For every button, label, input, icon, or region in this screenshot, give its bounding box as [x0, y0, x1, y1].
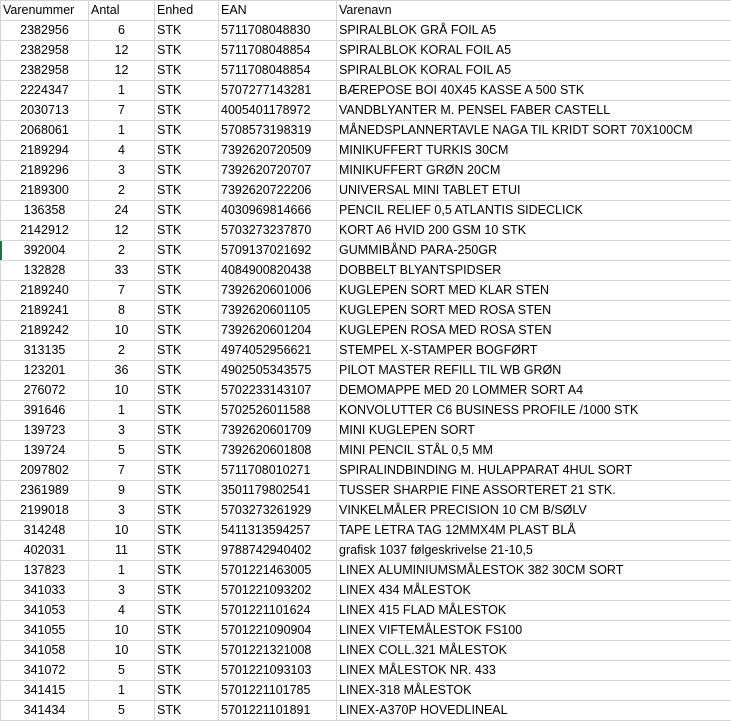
varenavn-cell[interactable]: DOBBELT BLYANTSPIDSER — [337, 261, 731, 281]
enhed-cell[interactable]: STK — [155, 321, 219, 341]
table-row — [1, 61, 731, 81]
enhed-cell[interactable]: STK — [155, 141, 219, 161]
varenavn-cell[interactable]: SPIRALBLOK GRÅ FOIL A5 — [337, 21, 731, 41]
ean-cell[interactable]: 7392620720509 — [219, 141, 337, 161]
varenavn-cell[interactable]: MINI PENCIL STÅL 0,5 MM — [337, 441, 731, 461]
ean-cell[interactable]: 7392620601808 — [219, 441, 337, 461]
enhed-cell[interactable]: STK — [155, 261, 219, 281]
varenavn-cell[interactable]: LINEX-318 MÅLESTOK — [337, 681, 731, 701]
table-row — [1, 661, 731, 681]
table-row — [1, 301, 731, 321]
ean-cell[interactable]: 7392620601709 — [219, 421, 337, 441]
varenummer-cell[interactable]: 2382958 — [1, 61, 89, 81]
varenummer-cell[interactable]: 314248 — [1, 521, 89, 541]
table-row — [1, 341, 731, 361]
varenummer-cell[interactable]: 341053 — [1, 601, 89, 621]
ean-cell[interactable]: 5701221101785 — [219, 681, 337, 701]
table-row — [1, 701, 731, 721]
table-row — [1, 281, 731, 301]
varenavn-cell[interactable]: LINEX MÅLESTOK NR. 433 — [337, 661, 731, 681]
ean-cell[interactable]: 4974052956621 — [219, 341, 337, 361]
table-row — [1, 141, 731, 161]
enhed-cell[interactable]: STK — [155, 121, 219, 141]
enhed-cell[interactable]: STK — [155, 21, 219, 41]
antal-cell[interactable]: 3 — [89, 421, 155, 441]
varenummer-cell[interactable]: 341434 — [1, 701, 89, 721]
antal-cell[interactable]: 10 — [89, 521, 155, 541]
enhed-cell[interactable]: STK — [155, 221, 219, 241]
ean-cell[interactable]: 5708573198319 — [219, 121, 337, 141]
varenummer-cell[interactable]: 392004 — [1, 241, 89, 261]
table-row — [1, 401, 731, 421]
ean-cell[interactable]: 5711708010271 — [219, 461, 337, 481]
ean-cell[interactable]: 5711708048830 — [219, 21, 337, 41]
enhed-cell[interactable]: STK — [155, 421, 219, 441]
ean-cell[interactable]: 3501179802541 — [219, 481, 337, 501]
varenavn-cell[interactable]: TAPE LETRA TAG 12MMX4M PLAST BLÅ — [337, 521, 731, 541]
antal-cell[interactable]: 9 — [89, 481, 155, 501]
antal-cell[interactable]: 5 — [89, 701, 155, 721]
enhed-cell[interactable]: STK — [155, 481, 219, 501]
ean-cell[interactable]: 7392620720707 — [219, 161, 337, 181]
table-row — [1, 421, 731, 441]
varenummer-cell[interactable]: 2224347 — [1, 81, 89, 101]
varenavn-cell[interactable]: MINIKUFFERT TURKIS 30CM — [337, 141, 731, 161]
varenavn-cell[interactable]: LINEX ALUMINIUMSMÅLESTOK 382 30CM SORT — [337, 561, 731, 581]
header-cell-varenummer[interactable]: Varenummer — [1, 1, 89, 21]
header-cell-enhed[interactable]: Enhed — [155, 1, 219, 21]
enhed-cell[interactable]: STK — [155, 201, 219, 221]
enhed-cell[interactable]: STK — [155, 41, 219, 61]
varenummer-cell[interactable]: 2361989 — [1, 481, 89, 501]
enhed-cell[interactable]: STK — [155, 661, 219, 681]
varenavn-cell[interactable]: PILOT MASTER REFILL TIL WB GRØN — [337, 361, 731, 381]
varenummer-cell[interactable]: 2030713 — [1, 101, 89, 121]
varenavn-cell[interactable]: KUGLEPEN SORT MED KLAR STEN — [337, 281, 731, 301]
varenummer-cell[interactable]: 137823 — [1, 561, 89, 581]
table-row — [1, 361, 731, 381]
table-row — [1, 161, 731, 181]
enhed-cell[interactable]: STK — [155, 401, 219, 421]
table-row — [1, 381, 731, 401]
enhed-cell[interactable]: STK — [155, 521, 219, 541]
varenummer-cell[interactable]: 2199018 — [1, 501, 89, 521]
enhed-cell[interactable]: STK — [155, 341, 219, 361]
table-row — [1, 541, 731, 561]
table-row — [1, 221, 731, 241]
antal-cell[interactable]: 10 — [89, 641, 155, 661]
antal-cell[interactable]: 12 — [89, 221, 155, 241]
varenavn-cell[interactable]: STEMPEL X-STAMPER BOGFØRT — [337, 341, 731, 361]
enhed-cell[interactable]: STK — [155, 701, 219, 721]
table-row — [1, 21, 731, 41]
varenummer-cell[interactable]: 2189294 — [1, 141, 89, 161]
ean-cell[interactable]: 5711708048854 — [219, 41, 337, 61]
varenavn-cell[interactable]: LINEX COLL.321 MÅLESTOK — [337, 641, 731, 661]
varenummer-cell[interactable]: 341415 — [1, 681, 89, 701]
antal-cell[interactable]: 24 — [89, 201, 155, 221]
ean-cell[interactable]: 5701221101624 — [219, 601, 337, 621]
enhed-cell[interactable]: STK — [155, 541, 219, 561]
varenummer-cell[interactable]: 2382956 — [1, 21, 89, 41]
antal-cell[interactable]: 33 — [89, 261, 155, 281]
varenavn-cell[interactable]: TUSSER SHARPIE FINE ASSORTERET 21 STK. — [337, 481, 731, 501]
antal-cell[interactable]: 7 — [89, 461, 155, 481]
varenavn-cell[interactable]: VANDBLYANTER M. PENSEL FABER CASTELL — [337, 101, 731, 121]
ean-cell[interactable]: 7392620601105 — [219, 301, 337, 321]
varenavn-cell[interactable]: grafisk 1037 følgeskrivelse 21-10,5 — [337, 541, 731, 561]
enhed-cell[interactable]: STK — [155, 601, 219, 621]
enhed-cell[interactable]: STK — [155, 441, 219, 461]
ean-cell[interactable]: 5711708048854 — [219, 61, 337, 81]
table-row — [1, 41, 731, 61]
table-row — [1, 181, 731, 201]
antal-cell[interactable]: 1 — [89, 81, 155, 101]
varenummer-cell[interactable]: 341033 — [1, 581, 89, 601]
table-row — [1, 461, 731, 481]
enhed-cell[interactable]: STK — [155, 361, 219, 381]
varenummer-cell[interactable]: 2189242 — [1, 321, 89, 341]
antal-cell[interactable]: 36 — [89, 361, 155, 381]
ean-cell[interactable]: 7392620601204 — [219, 321, 337, 341]
antal-cell[interactable]: 12 — [89, 41, 155, 61]
antal-cell[interactable]: 6 — [89, 21, 155, 41]
table-row — [1, 641, 731, 661]
ean-cell[interactable]: 5709137021692 — [219, 241, 337, 261]
ean-cell[interactable]: 7392620722206 — [219, 181, 337, 201]
varenavn-cell[interactable]: VINKELMÅLER PRECISION 10 CM B/SØLV — [337, 501, 731, 521]
antal-cell[interactable]: 7 — [89, 281, 155, 301]
varenummer-cell[interactable]: 313135 — [1, 341, 89, 361]
table-row — [1, 241, 731, 261]
enhed-cell[interactable]: STK — [155, 241, 219, 261]
antal-cell[interactable]: 12 — [89, 61, 155, 81]
antal-cell[interactable]: 10 — [89, 621, 155, 641]
varenummer-cell[interactable]: 136358 — [1, 201, 89, 221]
table-row — [1, 321, 731, 341]
enhed-cell[interactable]: STK — [155, 61, 219, 81]
ean-cell[interactable]: 5701221101891 — [219, 701, 337, 721]
varenavn-cell[interactable]: LINEX 415 FLAD MÅLESTOK — [337, 601, 731, 621]
antal-cell[interactable]: 7 — [89, 101, 155, 121]
varenavn-cell[interactable]: LINEX VIFTEMÅLESTOK FS100 — [337, 621, 731, 641]
antal-cell[interactable]: 3 — [89, 581, 155, 601]
varenummer-cell[interactable]: 139723 — [1, 421, 89, 441]
varenummer-cell[interactable]: 341072 — [1, 661, 89, 681]
table-row — [1, 481, 731, 501]
table-row — [1, 681, 731, 701]
varenavn-cell[interactable]: PENCIL RELIEF 0,5 ATLANTIS SIDECLICK — [337, 201, 731, 221]
ean-cell[interactable]: 5702233143107 — [219, 381, 337, 401]
varenavn-cell[interactable]: KUGLEPEN SORT MED ROSA STEN — [337, 301, 731, 321]
ean-cell[interactable]: 5701221321008 — [219, 641, 337, 661]
selected-cell-indicator — [0, 241, 2, 260]
enhed-cell[interactable]: STK — [155, 681, 219, 701]
ean-cell[interactable]: 5702526011588 — [219, 401, 337, 421]
varenummer-cell[interactable]: 402031 — [1, 541, 89, 561]
table-row — [1, 81, 731, 101]
varenummer-cell[interactable]: 2068061 — [1, 121, 89, 141]
table-row — [1, 521, 731, 541]
varenummer-cell[interactable]: 2142912 — [1, 221, 89, 241]
enhed-cell[interactable]: STK — [155, 161, 219, 181]
ean-cell[interactable]: 4902505343575 — [219, 361, 337, 381]
enhed-cell[interactable]: STK — [155, 461, 219, 481]
antal-cell[interactable]: 4 — [89, 601, 155, 621]
enhed-cell[interactable]: STK — [155, 81, 219, 101]
varenummer-cell[interactable]: 341058 — [1, 641, 89, 661]
enhed-cell[interactable]: STK — [155, 381, 219, 401]
varenavn-cell[interactable]: SPIRALINDBINDING M. HULAPPARAT 4HUL SORT — [337, 461, 731, 481]
ean-cell[interactable]: 7392620601006 — [219, 281, 337, 301]
antal-cell[interactable]: 4 — [89, 141, 155, 161]
varenavn-cell[interactable]: MINI KUGLEPEN SORT — [337, 421, 731, 441]
varenavn-cell[interactable]: BÆREPOSE BOI 40X45 KASSE A 500 STK — [337, 81, 731, 101]
enhed-cell[interactable]: STK — [155, 181, 219, 201]
header-row — [1, 1, 731, 21]
varenummer-cell[interactable]: 132828 — [1, 261, 89, 281]
header-cell-varenavn[interactable]: Varenavn — [337, 1, 731, 21]
varenummer-cell[interactable]: 2189300 — [1, 181, 89, 201]
table-row — [1, 581, 731, 601]
table-row — [1, 601, 731, 621]
antal-cell[interactable]: 1 — [89, 681, 155, 701]
varenummer-cell[interactable]: 276072 — [1, 381, 89, 401]
header-cell-antal[interactable]: Antal — [89, 1, 155, 21]
varenavn-cell[interactable]: KONVOLUTTER C6 BUSINESS PROFILE /1000 STK — [337, 401, 731, 421]
ean-cell[interactable]: 4084900820438 — [219, 261, 337, 281]
antal-cell[interactable]: 10 — [89, 321, 155, 341]
enhed-cell[interactable]: STK — [155, 621, 219, 641]
ean-cell[interactable]: 5701221093103 — [219, 661, 337, 681]
varenummer-cell[interactable]: 2189241 — [1, 301, 89, 321]
antal-cell[interactable]: 1 — [89, 561, 155, 581]
antal-cell[interactable]: 1 — [89, 401, 155, 421]
varenummer-cell[interactable]: 123201 — [1, 361, 89, 381]
antal-cell[interactable]: 11 — [89, 541, 155, 561]
antal-cell[interactable]: 3 — [89, 161, 155, 181]
ean-cell[interactable]: 4005401178972 — [219, 101, 337, 121]
enhed-cell[interactable]: STK — [155, 501, 219, 521]
antal-cell[interactable]: 3 — [89, 501, 155, 521]
ean-cell[interactable]: 5707277143281 — [219, 81, 337, 101]
enhed-cell[interactable]: STK — [155, 581, 219, 601]
ean-cell[interactable]: 5701221463005 — [219, 561, 337, 581]
varenummer-cell[interactable]: 341055 — [1, 621, 89, 641]
antal-cell[interactable]: 2 — [89, 181, 155, 201]
table-row — [1, 561, 731, 581]
varenavn-cell[interactable]: SPIRALBLOK KORAL FOIL A5 — [337, 61, 731, 81]
table-row — [1, 441, 731, 461]
varenavn-cell[interactable]: KORT A6 HVID 200 GSM 10 STK — [337, 221, 731, 241]
antal-cell[interactable]: 5 — [89, 441, 155, 461]
table-row — [1, 101, 731, 121]
table-row — [1, 201, 731, 221]
ean-cell[interactable]: 5703273261929 — [219, 501, 337, 521]
varenavn-cell[interactable]: GUMMIBÅND PARA-250GR — [337, 241, 731, 261]
enhed-cell[interactable]: STK — [155, 301, 219, 321]
antal-cell[interactable]: 2 — [89, 341, 155, 361]
enhed-cell[interactable]: STK — [155, 561, 219, 581]
varenummer-cell[interactable]: 391646 — [1, 401, 89, 421]
table-row — [1, 261, 731, 281]
ean-cell[interactable]: 4030969814666 — [219, 201, 337, 221]
varenummer-cell[interactable]: 2382958 — [1, 41, 89, 61]
varenummer-cell[interactable]: 2189296 — [1, 161, 89, 181]
varenummer-cell[interactable]: 139724 — [1, 441, 89, 461]
varenavn-cell[interactable]: UNIVERSAL MINI TABLET ETUI — [337, 181, 731, 201]
ean-cell[interactable]: 5701221093202 — [219, 581, 337, 601]
table-row — [1, 501, 731, 521]
ean-cell[interactable]: 5411313594257 — [219, 521, 337, 541]
ean-cell[interactable]: 5701221090904 — [219, 621, 337, 641]
antal-cell[interactable]: 8 — [89, 301, 155, 321]
antal-cell[interactable]: 5 — [89, 661, 155, 681]
ean-cell[interactable]: 9788742940402 — [219, 541, 337, 561]
varenavn-cell[interactable]: DEMOMAPPE MED 20 LOMMER SORT A4 — [337, 381, 731, 401]
varenavn-cell[interactable]: LINEX-A370P HOVEDLINEAL — [337, 701, 731, 721]
antal-cell[interactable]: 10 — [89, 381, 155, 401]
ean-cell[interactable]: 5703273237870 — [219, 221, 337, 241]
header-cell-ean[interactable]: EAN — [219, 1, 337, 21]
varenummer-cell[interactable]: 2097802 — [1, 461, 89, 481]
varenavn-cell[interactable]: MÅNEDSPLANNERTAVLE NAGA TIL KRIDT SORT 70X100CM — [337, 121, 731, 141]
table-row — [1, 621, 731, 641]
enhed-cell[interactable]: STK — [155, 641, 219, 661]
antal-cell[interactable]: 2 — [89, 241, 155, 261]
table-row — [1, 121, 731, 141]
enhed-cell[interactable]: STK — [155, 281, 219, 301]
antal-cell[interactable]: 1 — [89, 121, 155, 141]
varenummer-cell[interactable]: 2189240 — [1, 281, 89, 301]
enhed-cell[interactable]: STK — [155, 101, 219, 121]
varenavn-cell[interactable]: SPIRALBLOK KORAL FOIL A5 — [337, 41, 731, 61]
varenavn-cell[interactable]: KUGLEPEN ROSA MED ROSA STEN — [337, 321, 731, 341]
varenavn-cell[interactable]: MINIKUFFERT GRØN 20CM — [337, 161, 731, 181]
varenavn-cell[interactable]: LINEX 434 MÅLESTOK — [337, 581, 731, 601]
